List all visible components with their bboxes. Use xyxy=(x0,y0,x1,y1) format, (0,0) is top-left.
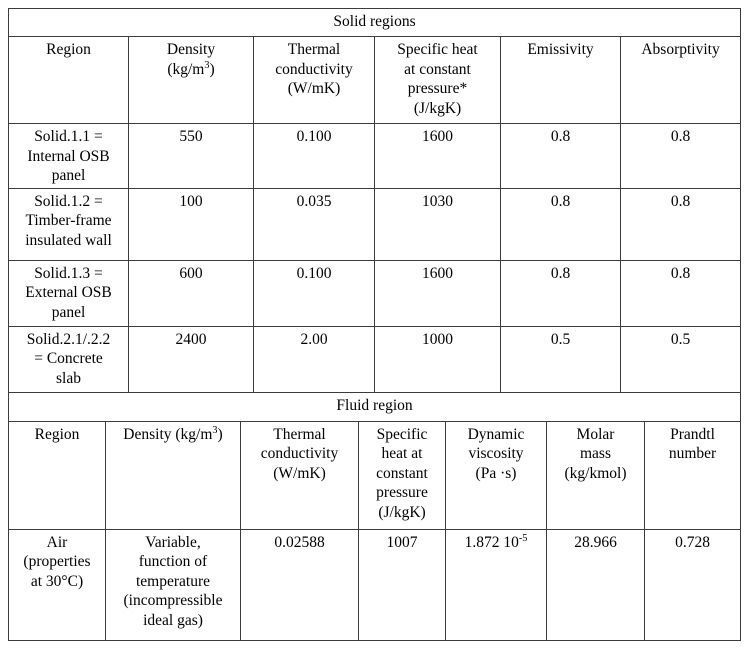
col-header-density xyxy=(106,421,241,529)
col-header-emissivity xyxy=(501,37,621,124)
cell-conductivity: 2.00 xyxy=(254,326,375,392)
density-label-post: ) xyxy=(217,425,223,443)
region-line2: Internal OSB xyxy=(27,147,110,165)
viscosity-value xyxy=(465,534,528,551)
density-line5: ideal gas) xyxy=(143,611,203,629)
region-line2: = Concrete xyxy=(34,350,103,368)
cell-density: 100 xyxy=(129,188,254,260)
cell-conductivity: 0.100 xyxy=(254,260,375,326)
specific-heat-line4: (J/kgK) xyxy=(413,99,462,117)
col-header-region xyxy=(9,37,129,124)
col-header-prandtl-number xyxy=(645,421,741,529)
cell-density xyxy=(106,529,241,640)
molar-mass-line3: (kg/kmol) xyxy=(564,464,627,482)
col-header-density-line1: Density xyxy=(166,41,216,58)
col-header-density xyxy=(129,37,254,124)
region-line2: Timber-frame xyxy=(25,212,112,230)
region-line1: Solid.1.1 = xyxy=(34,128,103,145)
region-line3: insulated wall xyxy=(25,231,112,249)
conductivity-line2: conductivity xyxy=(275,60,353,78)
density-label-pre: Density (kg/m xyxy=(123,425,213,443)
cell-absorptivity: 0.8 xyxy=(621,188,741,260)
col-header-dynamic-viscosity xyxy=(446,421,547,529)
region-line3: at 30°C) xyxy=(30,572,84,590)
specific-heat-line1: Specific xyxy=(376,425,428,443)
fluid-table-header-row xyxy=(9,421,741,529)
cell-dynamic-viscosity xyxy=(446,529,547,640)
col-header-thermal-conductivity xyxy=(241,421,359,529)
table-row xyxy=(9,124,741,189)
specific-heat-line3: constant xyxy=(376,464,428,482)
region-line3: panel xyxy=(51,167,86,185)
cell-region xyxy=(9,529,106,640)
fluid-table-title-row xyxy=(9,392,741,421)
viscosity-exponent: -5 xyxy=(518,532,528,544)
col-header-emissivity-label: Emissivity xyxy=(527,41,594,58)
viscosity-mantissa: 1.872 10 xyxy=(464,533,519,551)
conductivity-line1: Thermal xyxy=(273,425,326,443)
cell-region xyxy=(9,124,129,189)
col-header-specific-heat xyxy=(375,37,501,124)
region-line1: Solid.1.3 = xyxy=(34,264,103,282)
viscosity-line3: (Pa ·s) xyxy=(475,464,517,482)
cell-emissivity: 0.8 xyxy=(501,124,621,189)
cell-molar-mass: 28.966 xyxy=(547,529,645,640)
cell-density: 550 xyxy=(129,124,254,189)
col-header-density-label xyxy=(123,426,222,443)
col-header-region-label: Region xyxy=(46,41,91,58)
specific-heat-line4: pressure xyxy=(376,484,428,502)
specific-heat-line1: Specific heat xyxy=(397,41,478,58)
cell-emissivity: 0.5 xyxy=(501,326,621,392)
conductivity-line3: (W/mK) xyxy=(287,80,341,98)
region-line2: (properties xyxy=(23,553,91,571)
table-row xyxy=(9,326,741,392)
density-units-sup: 3 xyxy=(204,59,210,71)
cell-region xyxy=(9,326,129,392)
density-units-post: ) xyxy=(209,60,215,78)
cell-specific-heat: 1007 xyxy=(359,529,446,640)
solid-table-header-row xyxy=(9,37,741,124)
col-header-absorptivity-label: Absorptivity xyxy=(641,41,720,58)
solid-regions-table xyxy=(8,8,741,393)
density-line4: (incompressible xyxy=(123,592,223,610)
molar-mass-line2: mass xyxy=(580,445,611,463)
col-header-region xyxy=(9,421,106,529)
cell-specific-heat: 1600 xyxy=(375,260,501,326)
col-header-specific-heat xyxy=(359,421,446,529)
viscosity-line1: Dynamic xyxy=(467,425,525,443)
specific-heat-line5: (J/kgK) xyxy=(378,503,426,521)
cell-specific-heat: 1000 xyxy=(375,326,501,392)
cell-region xyxy=(9,188,129,260)
col-header-region-label: Region xyxy=(34,425,80,443)
col-header-thermal-conductivity xyxy=(254,37,375,124)
table-row xyxy=(9,260,741,326)
cell-density: 600 xyxy=(129,260,254,326)
cell-conductivity: 0.035 xyxy=(254,188,375,260)
region-line2: External OSB xyxy=(25,284,112,302)
cell-specific-heat: 1600 xyxy=(375,124,501,189)
density-line2: function of xyxy=(138,553,208,571)
cell-absorptivity: 0.8 xyxy=(621,260,741,326)
col-header-density-units xyxy=(167,61,214,78)
cell-specific-heat: 1030 xyxy=(375,188,501,260)
region-line1: Solid.1.2 = xyxy=(34,192,103,210)
prandtl-line2: number xyxy=(668,445,717,463)
density-units-pre: (kg/m xyxy=(167,60,205,78)
solid-table-title-row xyxy=(9,9,741,37)
prandtl-line1: Prandtl xyxy=(670,425,715,443)
cell-region xyxy=(9,260,129,326)
cell-prandtl: 0.728 xyxy=(645,529,741,640)
cell-density: 2400 xyxy=(129,326,254,392)
conductivity-line2: conductivity xyxy=(260,445,339,463)
table-row xyxy=(9,529,741,640)
col-header-molar-mass xyxy=(547,421,645,529)
density-line3: temperature xyxy=(135,572,210,590)
cell-conductivity: 0.100 xyxy=(254,124,375,189)
conductivity-line1: Thermal xyxy=(287,41,341,58)
cell-emissivity: 0.8 xyxy=(501,260,621,326)
viscosity-line2: viscosity xyxy=(468,445,524,463)
region-line1: Solid.2.1/.2.2 xyxy=(26,330,111,348)
cell-emissivity: 0.8 xyxy=(501,188,621,260)
specific-heat-line2: at constant xyxy=(404,60,471,78)
molar-mass-line1: Molar xyxy=(576,425,615,443)
fluid-table-title: Fluid region xyxy=(9,392,741,421)
solid-table-title: Solid regions xyxy=(9,9,741,37)
conductivity-line3: (W/mK) xyxy=(273,464,326,482)
density-label-sup: 3 xyxy=(212,424,218,436)
region-line3: panel xyxy=(51,303,86,321)
cell-absorptivity: 0.5 xyxy=(621,326,741,392)
region-line1: Air xyxy=(46,533,68,551)
specific-heat-line2: heat at xyxy=(381,445,423,463)
cell-absorptivity: 0.8 xyxy=(621,124,741,189)
specific-heat-line3: pressure* xyxy=(407,80,468,98)
region-line3: slab xyxy=(56,369,81,387)
cell-conductivity: 0.02588 xyxy=(241,529,359,640)
col-header-absorptivity xyxy=(621,37,741,124)
density-line1: Variable, xyxy=(145,533,201,551)
table-row xyxy=(9,188,741,260)
fluid-region-table xyxy=(8,392,741,641)
